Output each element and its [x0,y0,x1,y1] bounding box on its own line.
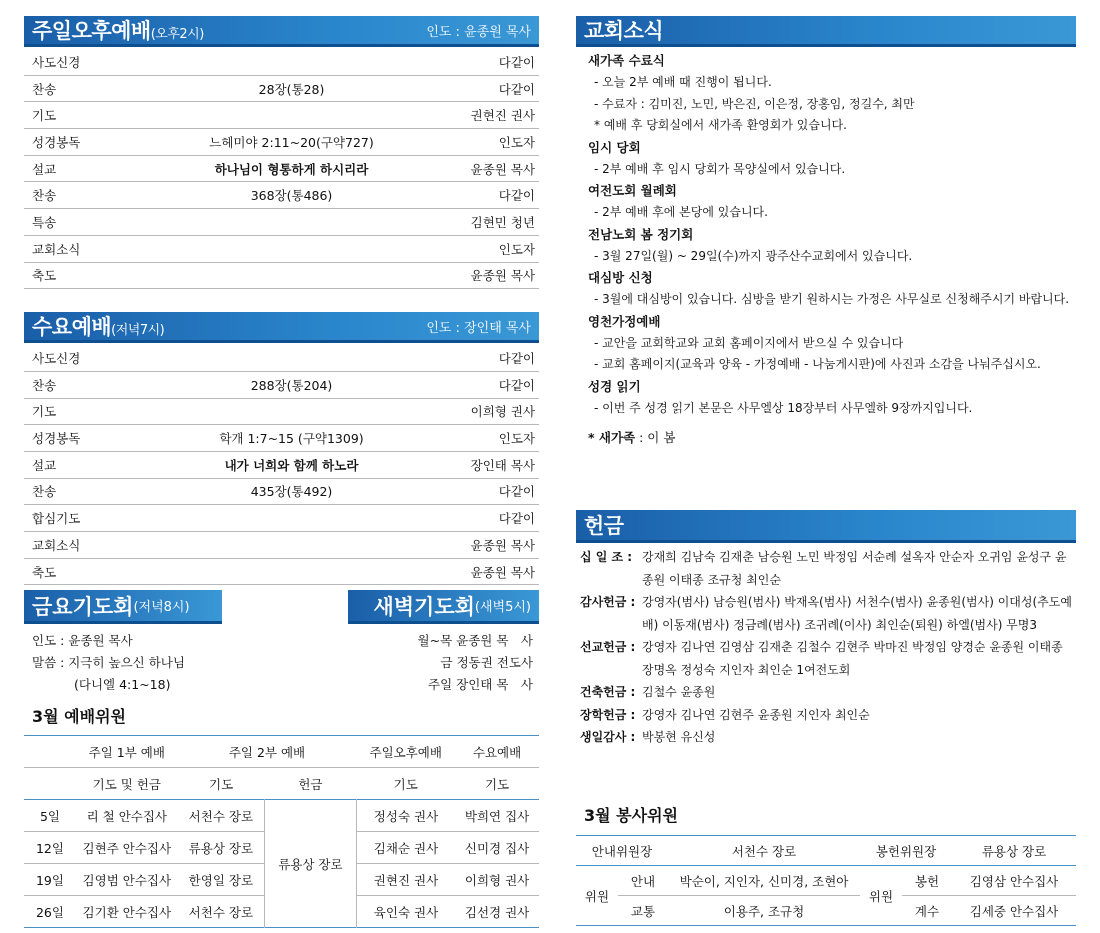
dawn-header [348,590,539,624]
order-person: 윤종원 목사 [470,537,535,553]
news-body [576,47,1076,419]
cell: 리 철 안수집사 [86,808,167,824]
friday-header [24,590,222,624]
offering-header [576,510,1076,543]
cell: 이희형 권사 [464,872,530,888]
cell: 육인숙 권사 [373,904,439,920]
row-date: 26일 [35,904,64,920]
order-row [24,559,539,586]
order-item: 기도 [32,404,57,420]
col-head: 주일 1부 예배 [88,744,165,760]
friday-time: (저녁8시) [133,600,190,615]
order-item: 찬송 [32,81,57,97]
cell: 김기환 안수집사 [82,904,172,920]
col-subhead: 기도 [393,776,418,792]
order-person: 다같이 [498,484,535,500]
cell: 서천수 장로 [188,904,254,920]
order-person: 다같이 [498,377,535,393]
dawn-title: 새벽기도회 [373,594,475,619]
serve-head-name: 류용상 장로 [981,843,1047,859]
order-item: 성경봉독 [32,134,81,150]
order-person: 다같이 [498,511,535,527]
news-heading: 여전도회 월례회 [588,183,677,198]
offering-person: 류용상 장로 [265,800,357,928]
offering-title: 헌금 [584,514,624,538]
offering-names: 강영자 김나연 김현주 윤종원 지인자 최인순 [642,707,870,722]
order-row [24,182,539,209]
order-content: 학개 1:7~15 (구약1309) [219,431,364,447]
news-heading: 임시 당회 [588,139,641,155]
news-heading: 성경 읽기 [588,378,641,394]
wednesday-leader: 인도 : 장인태 목사 [426,320,531,336]
col-subhead: 기도 [484,776,510,792]
order-content: 하나님이 형통하게 하시리라 [214,161,369,177]
offering-label: 생일감사 : [580,730,636,744]
order-item: 교회소식 [32,537,81,553]
offering-row [580,591,1076,636]
news-heading: 대심방 신청 [588,270,653,285]
row-date: 12일 [35,840,64,856]
order-item: 합심기도 [32,511,81,527]
offer-names: 김영삼 안수집사 [969,873,1059,889]
order-item: 찬송 [32,484,57,500]
offering-row [580,681,1076,704]
cell: 류용상 장로 [188,840,254,856]
col-subhead: 헌금 [298,776,323,792]
cell: 김채순 권사 [373,840,439,856]
order-item: 사도신경 [32,351,81,367]
sunday-afternoon-leader: 인도 : 윤종원 목사 [426,24,531,40]
sunday-afternoon-time: (오후2시) [150,27,204,42]
offering-label: 건축헌금 : [580,685,636,699]
offering-row [580,546,1076,591]
worship-committee-table [24,735,539,928]
order-person: 다같이 [498,81,535,97]
order-row [24,129,539,156]
order-item: 특송 [32,214,57,230]
offering-body [576,543,1076,749]
row-date: 19일 [35,872,64,888]
dawn-info [339,630,533,696]
order-item: 찬송 [32,188,57,204]
cell: 신미경 집사 [464,840,530,856]
order-row [24,236,539,263]
order-person: 이희형 권사 [470,404,535,420]
friday-section [24,590,222,624]
guide-label: 안내 [630,873,656,889]
dawn-time: (새벽5시) [474,600,531,615]
news-heading: 전남노회 봄 정기회 [588,226,694,242]
friday-line: (다니엘 4:1~18) [74,677,171,692]
order-item: 교회소식 [32,241,81,257]
newfamily-note [576,427,1076,449]
newfamily-value: : 이 봄 [635,430,676,445]
order-row [24,345,539,372]
offer-label: 봉헌 [914,873,940,889]
order-row [24,76,539,103]
offering-row [580,726,1076,749]
news-line: - 수료자 : 김미진, 노민, 박은진, 이은정, 장홍임, 정길수, 최만 [594,96,915,111]
order-person: 장인태 목사 [470,457,535,473]
order-person: 다같이 [498,351,535,367]
dawn-line: 주일 장인태 목 사 [428,677,533,692]
col-subhead: 기도 [209,776,234,792]
news-line: - 교회 홈페이지(교육과 양육 - 가정예배 - 나눔게시판)에 사진과 소감을 나눠주십시오. [594,357,1041,371]
cell: 김영범 안수집사 [82,872,172,888]
news-line: - 오늘 2부 예배 때 진행이 됩니다. [594,75,772,89]
left-column [24,16,539,585]
cell: 한영일 장로 [188,872,254,888]
sunday-afternoon-order [24,49,539,289]
order-row [24,452,539,479]
newfamily-label: * 새가족 [588,430,636,445]
cell: 서천수 장로 [188,808,254,824]
order-person: 권현진 권사 [470,108,535,124]
order-row [24,263,539,290]
order-content: 288장(통204) [250,377,333,393]
service-committee-table [576,835,1076,926]
cell: 김선경 권사 [464,904,530,920]
offering-names: 강영자(범사) 남승원(범사) 박재옥(범사) 서천수(범사) 윤종원(범사) 이대성(추도예배) 이동재(범사) 정금례(범사) 조귀례(이사) 최인순(퇴원) 하엘(범사) 무명3 [642,595,1072,632]
worship-committee-title: 3월 예배위원 [32,707,126,726]
news-header [576,16,1076,47]
order-content: 28장(통28) [258,81,325,97]
order-item: 사도신경 [32,54,81,70]
row-date: 5일 [39,808,60,824]
guide-head: 안내위원장 [591,843,653,859]
news-line: - 이번 주 성경 읽기 본문은 사무엘상 18장부터 사무엘하 9장까지입니다. [594,400,973,415]
offering-label: 장학헌금 : [580,707,636,722]
order-row [24,399,539,426]
news-heading: 새가족 수료식 [588,53,665,68]
col-head: 주일오후예배 [369,744,442,760]
order-row [24,372,539,399]
order-person: 다같이 [498,54,535,70]
col-subhead: 기도 및 헌금 [92,776,161,792]
guide-head-name: 서천수 장로 [731,843,797,859]
sunday-afternoon-title: 주일오후예배 [32,19,151,43]
news-line: - 3월 27일(월) ~ 29일(수)까지 광주산수교회에서 있습니다. [594,248,913,263]
cell: 박희연 집사 [464,808,530,824]
order-item: 성경봉독 [32,431,81,447]
cell: 김현주 안수집사 [82,840,172,856]
cell: 정성숙 권사 [373,808,439,824]
order-person: 윤종원 목사 [470,564,535,580]
count-label: 계수 [914,903,940,919]
guide-names: 박순이, 지인자, 신미경, 조현아 [679,873,849,889]
cell: 권현진 권사 [373,872,439,888]
order-item: 축도 [32,268,57,284]
news-heading: 영천가정예배 [588,313,661,329]
order-item: 설교 [32,457,57,473]
sunday-afternoon-header [24,16,539,47]
traffic-names: 이용주, 조규청 [723,903,805,919]
member-label: 위원 [584,888,610,904]
friday-info [32,630,292,696]
offering-section [576,510,1076,749]
order-row [24,425,539,452]
order-content: 느헤미야 2:11~20(구약727) [209,134,374,150]
friday-line: 인도 : 윤종원 목사 [32,633,133,648]
order-person: 인도자 [498,241,535,257]
traffic-label: 교통 [630,903,656,919]
news-title: 교회소식 [584,19,664,43]
wednesday-order [24,345,539,585]
order-content: 368장(통486) [250,188,333,204]
order-content: 내가 너희와 함께 하노라 [224,457,359,473]
order-person: 다같이 [498,188,535,204]
service-committee [576,803,1076,926]
news-section [576,16,1076,449]
col-head: 주일 2부 예배 [228,744,306,760]
news-line: * 예배 후 당회실에서 새가족 환영회가 있습니다. [594,118,847,132]
offering-names: 김철수 윤종원 [642,685,716,699]
order-item: 기도 [32,108,57,124]
offering-names: 강영자 김나연 김영삼 김재춘 김철수 김현주 박마진 박정임 양경순 윤종원 이태종 장명옥 정성숙 지인자 최인순 1여전도회 [642,640,1063,677]
order-row [24,156,539,183]
serve-head: 봉헌위원장 [875,843,937,859]
news-line: - 교안을 교회학교와 교회 홈페이지에서 받으실 수 있습니다 [594,335,904,350]
order-row [24,479,539,506]
offering-row [580,704,1076,727]
order-item: 축도 [32,564,57,580]
order-row [24,102,539,129]
news-line: - 3월에 대심방이 있습니다. 심방을 받기 원하시는 가정은 사무실로 신청해주시기 바랍니다. [594,292,1070,306]
order-row [24,532,539,559]
worship-committee [24,704,539,928]
friday-title: 금요기도회 [32,594,134,619]
order-person: 김현민 청년 [470,214,535,230]
col-head: 수요예배 [472,744,522,760]
order-row [24,209,539,236]
order-item: 설교 [32,161,57,177]
offering-names: 강재희 김남숙 김재춘 남승원 노민 박정임 서순례 설옥자 안순자 오귀임 윤성구 윤종원 이태종 조규청 최인순 [642,550,1067,587]
news-line: - 2부 예배 후 임시 당회가 목양실에서 있습니다. [594,161,846,176]
count-names: 김세중 안수집사 [969,903,1059,919]
offering-label: 십 일 조 : [580,550,633,564]
news-line: - 2부 예배 후에 본당에 있습니다. [594,205,768,219]
offering-row [580,636,1076,681]
order-item: 찬송 [32,377,57,393]
wednesday-header [24,312,539,343]
offering-names: 박봉현 유신성 [642,730,716,744]
member-label: 위원 [868,888,894,904]
order-content: 435장(통492) [250,484,333,500]
order-person: 인도자 [498,431,535,447]
order-person: 윤종원 목사 [470,268,535,284]
service-committee-title: 3월 봉사위원 [584,806,678,825]
friday-line: 말씀 : 지극히 높으신 하나님 [32,655,185,670]
offering-label: 선교헌금 : [580,640,636,654]
wednesday-title: 수요예배 [32,315,112,340]
order-row [24,505,539,532]
order-person: 인도자 [498,134,535,150]
order-person: 윤종원 목사 [470,161,535,177]
wednesday-time: (저녁7시) [111,323,165,339]
dawn-line: 월~목 윤종원 목 사 [417,633,533,648]
order-row [24,49,539,76]
offering-label: 감사헌금 : [580,595,636,609]
dawn-line: 금 정동권 전도사 [440,655,533,670]
dawn-section [348,590,539,624]
